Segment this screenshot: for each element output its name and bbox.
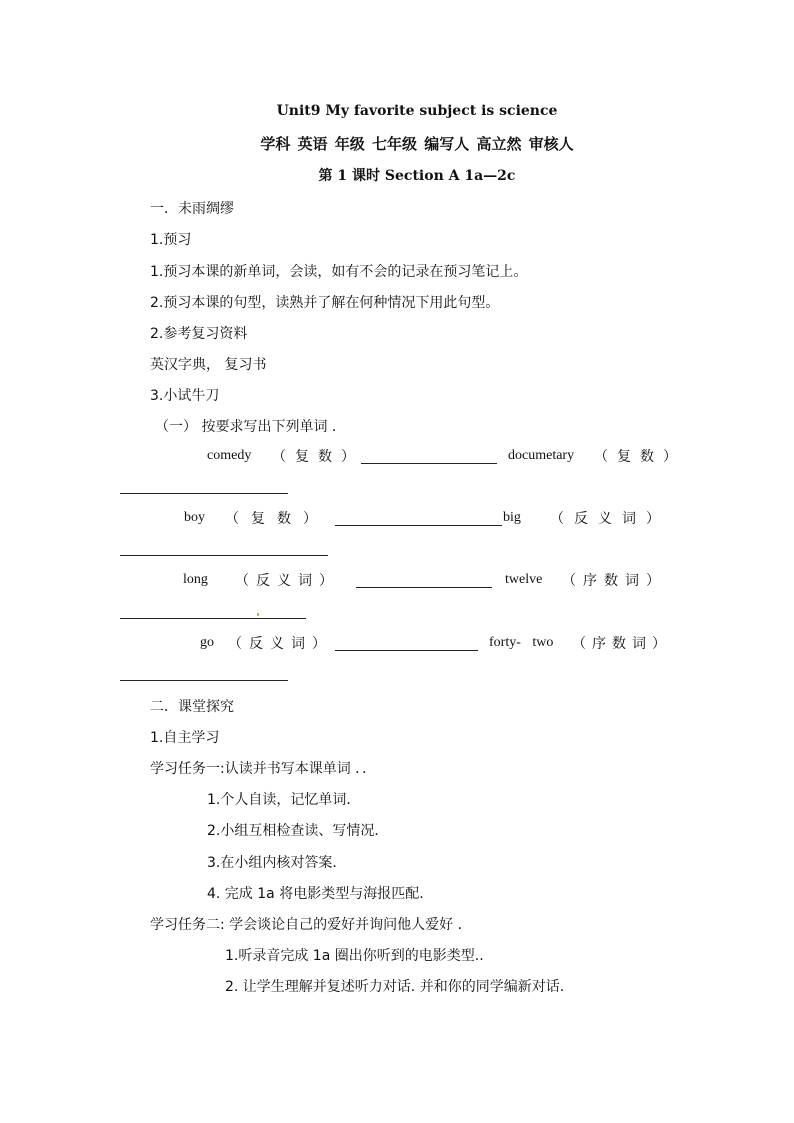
- document-title: Unit9 My favorite subject is science: [276, 103, 558, 119]
- answer-blank[interactable]: [361, 463, 497, 464]
- lesson-title: 第 1 课时 Section A 1a—2c: [318, 168, 516, 184]
- answer-blank[interactable]: [120, 493, 288, 494]
- word-forty-two: forty- two: [489, 635, 554, 650]
- word-long: long: [183, 572, 208, 587]
- answer-blank[interactable]: [120, 555, 328, 556]
- answer-blank[interactable]: [356, 587, 492, 588]
- word-documetary: documetary: [508, 448, 575, 463]
- word-big: big: [503, 510, 521, 525]
- answer-blank[interactable]: [120, 618, 306, 619]
- ink-dot: [257, 613, 259, 616]
- task1-item: 3.在小组内核对答案.: [207, 855, 337, 871]
- reference-title: 2.参考复习资料: [150, 326, 248, 342]
- preview-item-1: 1.预习本课的新单词，会读，如有不会的记录在预习笔记上。: [150, 264, 528, 280]
- word-twelve: twelve: [505, 572, 543, 587]
- task2-item: 1.听录音完成 1a 圈出你听到的电影类型..: [225, 948, 484, 964]
- task1-item: 1.个人自读，记忆单词．: [207, 792, 361, 808]
- word-go: go: [200, 635, 214, 650]
- practice-title: 3.小试牛刀: [150, 388, 220, 404]
- answer-blank[interactable]: [335, 525, 502, 526]
- section2-heading: 二．课堂探究: [150, 699, 234, 715]
- section1-heading: 一．未雨绸缪: [150, 201, 234, 217]
- task1-title: 学习任务一:认读并书写本课单词 ．．: [150, 761, 377, 777]
- preview-title: 1.预习: [150, 232, 192, 248]
- hint-antonym: （反义词）: [550, 511, 670, 527]
- preview-item-2: 2.预习本课的句型，读熟并了解在何种情况下用此句型。: [150, 295, 500, 311]
- task1-item: 2.小组互相检查读、写情况．: [207, 823, 389, 839]
- word-comedy: comedy: [207, 448, 252, 463]
- course-info: 学科 英语 年级 七年级 编写人 高立然 审核人: [260, 135, 574, 153]
- word-boy: boy: [184, 510, 205, 525]
- answer-blank[interactable]: [120, 680, 288, 681]
- self-study-title: 1.自主学习: [150, 730, 220, 746]
- hint-ordinal: （序数词）: [562, 573, 667, 589]
- task2-item: 2. 让学生理解并复述听力对话. 并和你的同学编新对话.: [225, 979, 565, 995]
- hint-ordinal: （序数词）: [572, 636, 672, 652]
- hint-plural: （复数）: [225, 511, 329, 527]
- hint-plural: （复数）: [272, 449, 364, 465]
- task1-item: 4. 完成 1a 将电影类型与海报匹配.: [207, 886, 424, 902]
- hint-antonym: （反义词）: [235, 573, 340, 589]
- answer-blank[interactable]: [335, 650, 478, 651]
- hint-plural: （复数）: [594, 449, 686, 465]
- hint-antonym: （反义词）: [228, 636, 333, 652]
- reference-content: 英汉字典， 复习书: [150, 357, 267, 373]
- task-heading: （一） 按要求写出下列单词 ．: [155, 419, 346, 435]
- task2-title: 学习任务二: 学会谈论自己的爱好并询问他人爱好 ．: [150, 917, 472, 933]
